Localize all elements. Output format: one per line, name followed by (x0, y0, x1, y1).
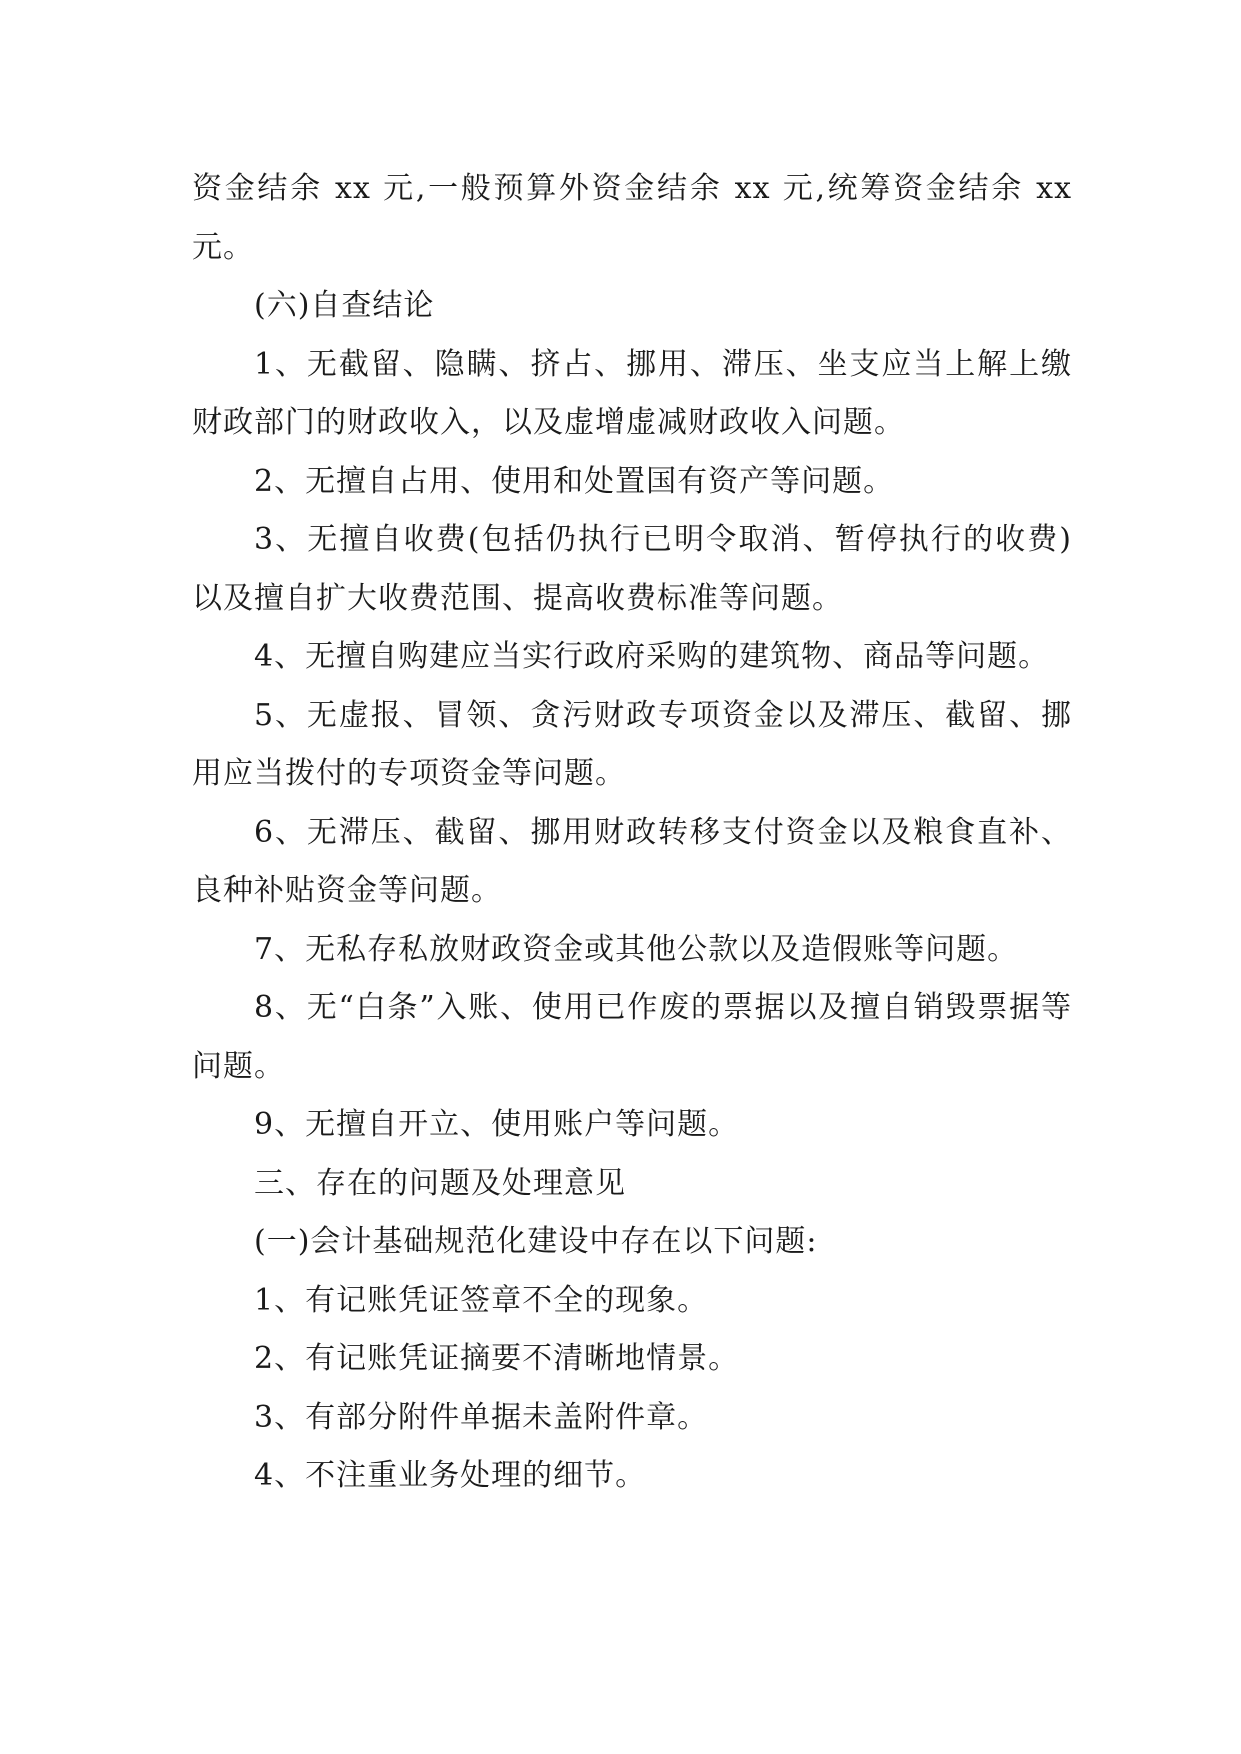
heading-self-check-conclusion: (六)自查结论 (254, 288, 435, 323)
subheading-accounting-issues: (一)会计基础规范化建设中存在以下问题: (254, 1224, 818, 1259)
issue-item-2: 2、有记账凭证摘要不清晰地情景。 (254, 1341, 740, 1376)
list-item-3: 3、无擅自收费(包括仍执行已明令取消、暂停执行的收费)以及擅自扩大收费范围、提高收费标准等问题。 (192, 522, 1072, 616)
document-body (192, 160, 1072, 1506)
list-item-8: 8、无“白条”入账、使用已作废的票据以及擅自销毁票据等问题。 (192, 990, 1072, 1084)
list-item-7: 7、无私存私放财政资金或其他公款以及造假账等问题。 (254, 931, 1019, 967)
paragraph-fund-balance: 资金结余 xx 元,一般预算外资金结余 xx 元,统筹资金结余 xx 元。 (192, 171, 1072, 265)
issue-item-4: 4、不注重业务处理的细节。 (254, 1458, 647, 1493)
list-item-2: 2、无擅自占用、使用和处置国有资产等问题。 (254, 463, 895, 499)
list-item-5: 5、无虚报、冒领、贪污财政专项资金以及滞压、截留、挪用应当拨付的专项资金等问题。 (192, 697, 1072, 791)
list-item-4: 4、无擅自购建应当实行政府采购的建筑物、商品等问题。 (254, 639, 1050, 674)
issue-item-1: 1、有记账凭证签章不全的现象。 (254, 1282, 709, 1318)
list-item-9: 9、无擅自开立、使用账户等问题。 (254, 1107, 740, 1142)
issue-item-3: 3、有部分附件单据未盖附件章。 (254, 1399, 709, 1435)
list-item-6: 6、无滞压、截留、挪用财政转移支付资金以及粮食直补、良种补贴资金等问题。 (192, 814, 1072, 908)
section-heading-issues: 三、存在的问题及处理意见 (254, 1165, 626, 1201)
list-item-1: 1、无截留、隐瞒、挤占、挪用、滞压、坐支应当上解上缴财政部门的财政收入，以及虚增虚减财政收入问题。 (192, 346, 1072, 440)
